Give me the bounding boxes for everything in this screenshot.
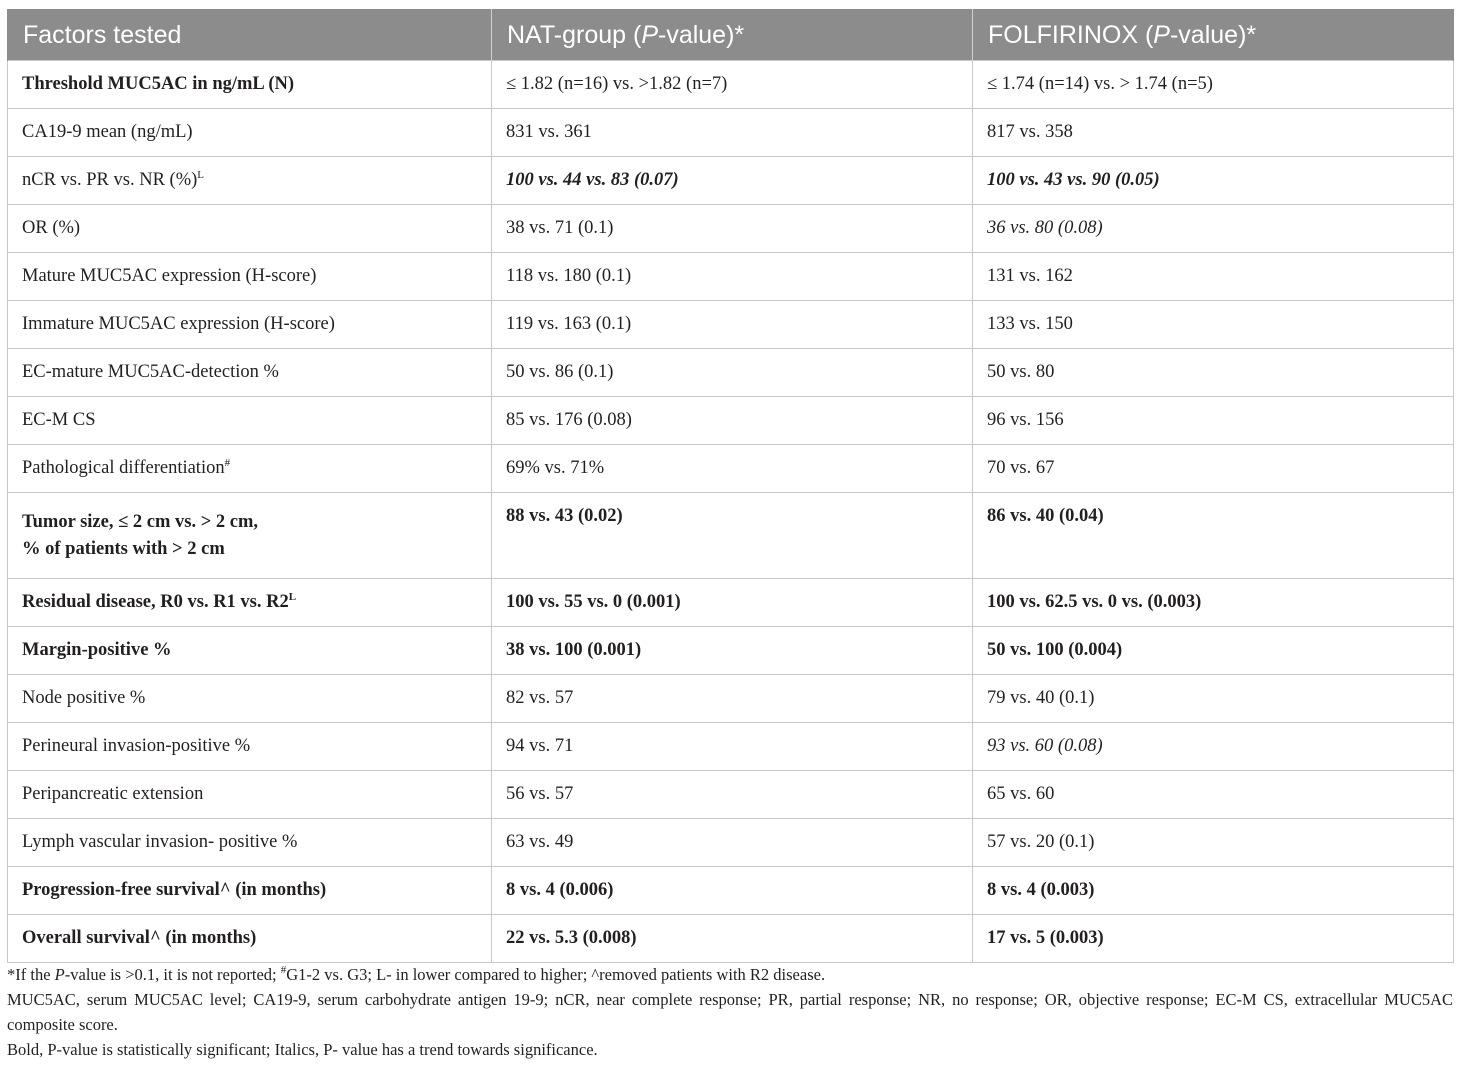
folfirinox-cell: 17 vs. 5 (0.003) [973, 915, 1454, 963]
table-row [8, 771, 1454, 819]
factor-cell: EC-mature MUC5AC-detection % [8, 349, 492, 397]
table-row [8, 205, 1454, 253]
table-row [8, 627, 1454, 675]
factor-cell: Residual disease, R0 vs. R1 vs. $R2^L$ [8, 579, 492, 627]
factor-cell: nCR vs. PR vs. NR (%)$^L$ [8, 157, 492, 205]
folfirinox-cell: 96 vs. 156 [973, 397, 1454, 445]
header-nat-group: NAT-group (P-value)* [492, 10, 973, 61]
results-table-container [7, 9, 1453, 963]
factor-cell: Peripancreatic extension [8, 771, 492, 819]
factor-cell: Mature MUC5AC expression (H-score) [8, 253, 492, 301]
folfirinox-cell: 8 vs. 4 (0.003) [973, 867, 1454, 915]
table-row [8, 493, 1454, 579]
results-table [7, 9, 1454, 963]
folfirinox-cell: 70 vs. 67 [973, 445, 1454, 493]
folfirinox-cell: ≤ 1.74 (n=14) vs. > 1.74 (n=5) [973, 61, 1454, 109]
nat-cell: 50 vs. 86 (0.1) [492, 349, 973, 397]
table-row [8, 579, 1454, 627]
folfirinox-cell: 817 vs. 358 [973, 109, 1454, 157]
table-row [8, 397, 1454, 445]
factor-cell: Progression-free survival^ (in months) [8, 867, 492, 915]
nat-cell: 38 vs. 71 (0.1) [492, 205, 973, 253]
factor-cell: EC-M CS [8, 397, 492, 445]
nat-cell: 119 vs. 163 (0.1) [492, 301, 973, 349]
footnote-formatting: Bold, P-value is statistically significant; Italics, P- value has a trend towards significance. [7, 1040, 598, 1059]
nat-cell: 38 vs. 100 (0.001) [492, 627, 973, 675]
table-row [8, 723, 1454, 771]
folfirinox-cell: 131 vs. 162 [973, 253, 1454, 301]
folfirinox-cell: 50 vs. 100 (0.004) [973, 627, 1454, 675]
factor-cell: Node positive % [8, 675, 492, 723]
folfirinox-cell: 36 vs. 80 (0.08) [973, 205, 1454, 253]
nat-cell: 100 vs. 44 vs. 83 (0.07) [492, 157, 973, 205]
folfirinox-cell: 57 vs. 20 (0.1) [973, 819, 1454, 867]
table-row [8, 915, 1454, 963]
header-folfirinox: FOLFIRINOX (P-value)* [973, 10, 1454, 61]
nat-cell: 94 vs. 71 [492, 723, 973, 771]
folfirinox-cell: 133 vs. 150 [973, 301, 1454, 349]
factor-cell: Perineural invasion-positive % [8, 723, 492, 771]
nat-cell: 63 vs. 49 [492, 819, 973, 867]
folfirinox-cell: 79 vs. 40 (0.1) [973, 675, 1454, 723]
factor-cell: CA19-9 mean (ng/mL) [8, 109, 492, 157]
nat-cell: 831 vs. 361 [492, 109, 973, 157]
table-row [8, 867, 1454, 915]
nat-cell: ≤ 1.82 (n=16) vs. >1.82 (n=7) [492, 61, 973, 109]
table-row [8, 301, 1454, 349]
table-row [8, 61, 1454, 109]
table-row [8, 349, 1454, 397]
nat-cell: 82 vs. 57 [492, 675, 973, 723]
nat-cell: 85 vs. 176 (0.08) [492, 397, 973, 445]
factor-cell: Overall survival^ (in months) [8, 915, 492, 963]
factor-cell: OR (%) [8, 205, 492, 253]
table-footnotes [7, 962, 1453, 1062]
table-row [8, 157, 1454, 205]
folfirinox-cell: 100 vs. 62.5 vs. 0 vs. (0.003) [973, 579, 1454, 627]
table-row [8, 819, 1454, 867]
table-header-row [8, 10, 1454, 61]
nat-cell: 8 vs. 4 (0.006) [492, 867, 973, 915]
nat-cell: 22 vs. 5.3 (0.008) [492, 915, 973, 963]
factor-cell: Tumor size, ≤ 2 cm vs. > 2 cm, % of patients with > 2 cm [8, 493, 492, 579]
folfirinox-cell: 93 vs. 60 (0.08) [973, 723, 1454, 771]
footnote-abbreviations: MUC5AC, serum MUC5AC level; CA19-9, serum carbohydrate antigen 19-9; nCR, near complete response; PR, partial response; NR, no response; OR, objective response; EC-M CS, extracellular MUC5AC composite score. [7, 990, 1453, 1034]
nat-cell: 88 vs. 43 (0.02) [492, 493, 973, 579]
folfirinox-cell: 65 vs. 60 [973, 771, 1454, 819]
footnote-pvalue: *If the P-value is >0.1, it is not reported; #G1-2 vs. G3; L- in lower compared to higher; ^removed patients with R2 disease. [7, 964, 826, 984]
table-row [8, 253, 1454, 301]
folfirinox-cell: 50 vs. 80 [973, 349, 1454, 397]
factor-cell: Lymph vascular invasion- positive % [8, 819, 492, 867]
table-row [8, 109, 1454, 157]
nat-cell: 118 vs. 180 (0.1) [492, 253, 973, 301]
nat-cell: 69% vs. 71% [492, 445, 973, 493]
factor-cell: Pathological differentiation# [8, 445, 492, 493]
folfirinox-cell: 100 vs. 43 vs. 90 (0.05) [973, 157, 1454, 205]
table-row [8, 445, 1454, 493]
table-row [8, 675, 1454, 723]
factor-cell: Threshold MUC5AC in ng/mL (N) [8, 61, 492, 109]
folfirinox-cell: 86 vs. 40 (0.04) [973, 493, 1454, 579]
header-factors-tested: Factors tested [8, 10, 492, 61]
factor-cell: Immature MUC5AC expression (H-score) [8, 301, 492, 349]
nat-cell: 100 vs. 55 vs. 0 (0.001) [492, 579, 973, 627]
factor-cell: Margin-positive % [8, 627, 492, 675]
nat-cell: 56 vs. 57 [492, 771, 973, 819]
